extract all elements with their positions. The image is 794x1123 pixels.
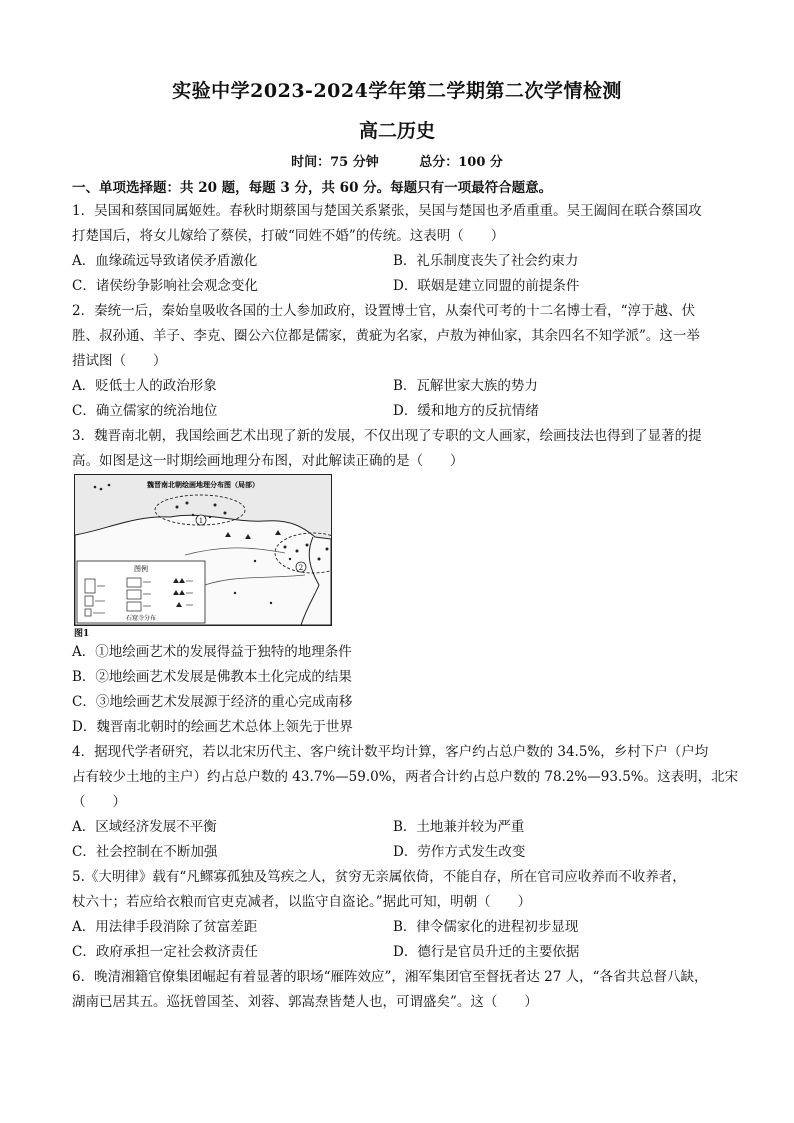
region-1-label: 1 <box>198 517 204 525</box>
painting-distribution-map <box>74 474 332 626</box>
q4-stem-line: （ ） <box>72 794 126 810</box>
q2-stem-line: 胜、叔孙通、羊子、李克、圈公六位都是儒家，黄疵为名家，卢敖为神仙家，其余四名不知学派”。这一举 <box>72 328 700 344</box>
q4-option-d: D．劳作方式发生改变 <box>393 844 526 860</box>
q3-option-d: D．魏晋南北朝时的绘画艺术总体上领先于世界 <box>72 719 353 735</box>
exam-time: 时间：75 分钟 <box>291 155 379 170</box>
exam-subject: 高二历史 <box>358 120 435 142</box>
q5-stem-line: 杖六十；若应给衣粮而官吏克减者，以监守自盗论。”据此可知，明朝（ ） <box>72 894 532 910</box>
legend-title: 图例 <box>134 565 148 573</box>
q5-option-d: D．德行是官员升迁的主要依据 <box>393 944 580 960</box>
q3-stem-line: 高。如图是这一时期绘画地理分布图，对此解读正确的是（ ） <box>72 453 464 469</box>
q6-stem-line: 6．晚清湘籍官僚集团崛起有着显著的职场“雁阵效应”，湘军集团官至督抚者达 27 人，“各省共总督八缺， <box>72 969 708 985</box>
map-title: 魏晋南北朝绘画地理分布图（局部） <box>147 481 259 489</box>
q3-option-c: C．③地绘画艺术发展源于经济的重心完成南移 <box>72 694 353 710</box>
q1-option-d: D．联姻是建立同盟的前提条件 <box>393 278 580 294</box>
q5-option-c: C．政府承担一定社会救济责任 <box>72 944 258 960</box>
q3-stem-line: 3．魏晋南北朝，我国绘画艺术出现了新的发展，不仅出现了专职的文人画家，绘画技法也得到了显著的提 <box>72 428 702 444</box>
q2-option-c: C．确立儒家的统治地位 <box>72 403 218 419</box>
q1-option-b: B．礼乐制度丧失了社会约束力 <box>393 253 579 269</box>
q5-option-a: A．用法律手段消除了贫富差距 <box>72 919 258 935</box>
q1-option-c: C．诸侯纷争影响社会观念变化 <box>72 278 258 294</box>
q5-stem-line: 5.《大明律》载有“凡鳏寡孤独及笃疾之人，贫穷无亲属依倚，不能自存，所在官司应收养而不收养者， <box>72 869 686 885</box>
exam-title: 实验中学2023-2024学年第二学期第二次学情检测 <box>172 80 622 102</box>
q2-option-d: D．缓和地方的反抗情绪 <box>393 403 539 419</box>
exam-score: 总分：100 分 <box>419 155 503 170</box>
q2-option-a: A．贬低士人的政治形象 <box>72 378 217 394</box>
q4-option-c: C．社会控制在不断加强 <box>72 844 218 860</box>
section-heading: 一、单项选择题：共 20 题，每题 3 分，共 60 分。每题只有一项最符合题意。 <box>72 180 553 196</box>
q1-stem-line: 1．吴国和蔡国同属姬姓。春秋时期蔡国与楚国关系紧张，吴国与楚国也矛盾重重。吴王阖闾在联合蔡国攻 <box>72 203 702 219</box>
region-2-label: 2 <box>298 564 304 572</box>
q2-option-b: B．瓦解世家大族的势力 <box>393 378 538 394</box>
q1-option-a: A．血缘疏远导致诸侯矛盾激化 <box>72 253 258 269</box>
q4-stem-line: 占有较少土地的主户）约占总户数的 43.7%—59.0%，两者合计约占总户数的 78.2%—93.5%。这表明，北宋 <box>72 769 739 785</box>
q2-stem-line: 2．秦统一后，秦始皇吸收各国的士人参加政府，设置博士官，从秦代可考的十二名博士看，“淳于越、伏 <box>72 303 695 319</box>
q5-option-b: B．律令儒家化的进程初步显现 <box>393 919 579 935</box>
q3-option-b: B．②地绘画艺术发展是佛教本土化完成的结果 <box>72 669 352 685</box>
exam-meta <box>0 151 794 170</box>
q4-option-b: B．土地兼并较为严重 <box>393 819 525 835</box>
q4-stem-line: 4．据现代学者研究，若以北宋历代主、客户统计数平均计算，客户约占总户数的 34.5%，乡村下户（户均 <box>72 744 709 760</box>
legend-grotto-label: 石窟寺分布 <box>125 615 157 622</box>
figure-caption: 图1 <box>74 629 90 639</box>
q2-stem-line: 措试图（ ） <box>72 353 167 369</box>
map-drawing <box>75 475 331 625</box>
q3-option-a: A．①地绘画艺术的发展得益于独特的地理条件 <box>72 644 352 660</box>
q4-option-a: A．区域经济发展不平衡 <box>72 819 217 835</box>
q6-stem-line: 湖南已居其五。巡抚曾国荃、刘蓉、郭嵩焘皆楚人也，可谓盛矣”。这（ ） <box>72 994 538 1010</box>
q1-stem-line: 打楚国后，将女儿嫁给了蔡侯，打破“同姓不婚”的传统。这表明（ ） <box>72 228 505 244</box>
